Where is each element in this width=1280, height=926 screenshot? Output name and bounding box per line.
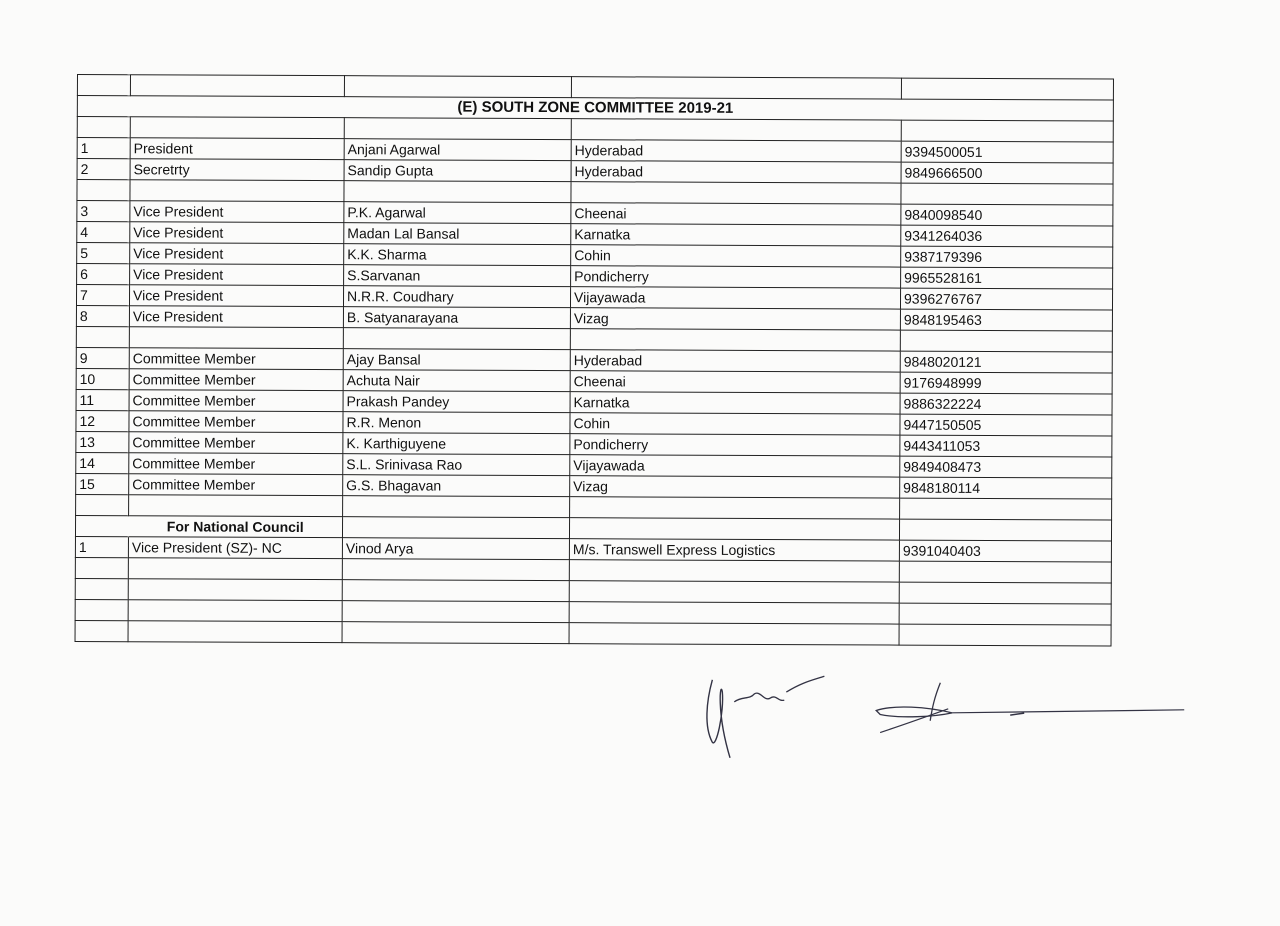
empty-cell (342, 517, 569, 539)
serial-cell: 2 (77, 159, 130, 180)
serial-cell: 7 (76, 285, 129, 306)
empty-cell (343, 496, 570, 518)
post-cell: Committee Member (129, 369, 343, 391)
phone-cell: 9443411053 (900, 435, 1112, 457)
city-cell: Karnatka (570, 392, 900, 414)
city-cell: Hyderabad (571, 161, 901, 183)
committee-sheet (75, 74, 1113, 647)
serial-cell: 10 (76, 368, 129, 389)
post-cell: Committee Member (129, 432, 343, 454)
empty-cell (899, 582, 1111, 604)
post-cell: Committee Member (129, 453, 343, 475)
serial-cell: 12 (76, 410, 129, 431)
empty-cell (75, 515, 128, 536)
empty-cell (343, 328, 570, 350)
city-cell: Vizag (570, 476, 900, 498)
post-cell: Vice President (130, 264, 344, 286)
name-cell: K.K. Sharma (344, 244, 571, 266)
city-cell: Cohin (571, 245, 901, 267)
national-council-heading: For National Council (128, 516, 342, 538)
city-cell: Vijayawada (570, 455, 900, 477)
name-cell: G.S. Bhagavan (343, 475, 570, 497)
empty-cell (342, 622, 569, 644)
city-cell: Hyderabad (571, 140, 901, 162)
empty-cell (570, 497, 900, 519)
phone-cell: 9176948999 (900, 372, 1112, 394)
empty-cell (901, 183, 1113, 205)
empty-cell (569, 581, 899, 603)
empty-cell (130, 180, 344, 202)
empty-cell (342, 559, 569, 581)
post-cell: Vice President (130, 222, 344, 244)
empty-cell (75, 578, 128, 599)
empty-cell (899, 603, 1111, 625)
phone-cell: 9848195463 (900, 309, 1112, 331)
empty-cell (571, 182, 901, 204)
blank-row (75, 620, 1111, 646)
serial-cell: 15 (76, 473, 129, 494)
city-cell: Hyderabad (570, 350, 900, 372)
post-cell: Vice President (129, 306, 343, 328)
name-cell: Prakash Pandey (343, 391, 570, 413)
page-title: (E) SOUTH ZONE COMMITTEE 2019-21 (77, 96, 1113, 122)
post-cell: Vice President (SZ)- NC (128, 537, 342, 559)
name-cell: B. Satyanarayana (343, 307, 570, 329)
post-cell: Secretrty (130, 159, 344, 181)
empty-cell (569, 602, 899, 624)
post-cell: Vice President (130, 243, 344, 265)
name-cell: P.K. Agarwal (344, 202, 571, 224)
phone-cell: 9396276767 (900, 288, 1112, 310)
post-cell: Vice President (129, 285, 343, 307)
empty-cell (899, 561, 1111, 583)
empty-cell (75, 599, 128, 620)
name-cell: Vinod Arya (342, 538, 569, 560)
phone-cell: 9840098540 (901, 204, 1113, 226)
name-cell: S.Sarvanan (344, 265, 571, 287)
empty-cell (900, 498, 1112, 520)
phone-cell: 9391040403 (899, 540, 1111, 562)
empty-cell (128, 621, 342, 643)
name-cell: K. Karthiguyene (343, 433, 570, 455)
signature-mark (694, 672, 1194, 769)
empty-cell (76, 326, 129, 347)
phone-cell: 9965528161 (901, 267, 1113, 289)
post-cell: Committee Member (129, 474, 343, 496)
phone-cell: 9886322224 (900, 393, 1112, 415)
phone-cell: 9447150505 (900, 414, 1112, 436)
empty-cell (77, 180, 130, 201)
empty-cell (899, 519, 1111, 541)
empty-cell (128, 579, 342, 601)
city-cell: M/s. Transwell Express Logistics (569, 539, 899, 561)
city-cell: Cohin (570, 413, 900, 435)
empty-cell (569, 560, 899, 582)
city-cell: Cheenai (571, 203, 901, 225)
city-cell: Vizag (570, 308, 900, 330)
serial-cell: 1 (75, 536, 128, 557)
phone-cell: 9387179396 (901, 246, 1113, 268)
city-cell: Pondicherry (570, 434, 900, 456)
city-cell: Pondicherry (571, 266, 901, 288)
phone-cell: 9394500051 (901, 141, 1113, 163)
empty-cell (75, 620, 128, 641)
empty-cell (344, 181, 571, 203)
phone-cell: 9848180114 (900, 477, 1112, 499)
empty-cell (129, 495, 343, 517)
phone-cell: 9848020121 (900, 351, 1112, 373)
post-cell: President (130, 138, 344, 160)
phone-cell: 9341264036 (901, 225, 1113, 247)
city-cell: Vijayawada (570, 287, 900, 309)
serial-cell: 11 (76, 389, 129, 410)
empty-cell (900, 330, 1112, 352)
post-cell: Vice President (130, 201, 344, 223)
serial-cell: 5 (77, 243, 130, 264)
serial-cell: 3 (77, 201, 130, 222)
empty-cell (569, 518, 899, 540)
phone-cell: 9849408473 (900, 456, 1112, 478)
serial-cell: 14 (76, 452, 129, 473)
post-cell: Committee Member (129, 390, 343, 412)
serial-cell: 1 (77, 138, 130, 159)
serial-cell: 6 (77, 264, 130, 285)
empty-cell (570, 329, 900, 351)
empty-cell (128, 558, 342, 580)
empty-cell (76, 494, 129, 515)
empty-cell (129, 327, 343, 349)
post-cell: Committee Member (129, 348, 343, 370)
serial-cell: 4 (77, 222, 130, 243)
name-cell: R.R. Menon (343, 412, 570, 434)
empty-cell (342, 601, 569, 623)
post-cell: Committee Member (129, 411, 343, 433)
empty-cell (899, 624, 1111, 646)
serial-cell: 8 (76, 305, 129, 326)
city-cell: Cheenai (570, 371, 900, 393)
city-cell: Karnatka (571, 224, 901, 246)
name-cell: Ajay Bansal (343, 349, 570, 371)
empty-cell (128, 600, 342, 622)
committee-table (75, 74, 1114, 647)
name-cell: S.L. Srinivasa Rao (343, 454, 570, 476)
empty-cell (342, 580, 569, 602)
name-cell: Sandip Gupta (344, 160, 571, 182)
name-cell: Madan Lal Bansal (344, 223, 571, 245)
name-cell: Achuta Nair (343, 370, 570, 392)
name-cell: N.R.R. Coudhary (343, 286, 570, 308)
phone-cell: 9849666500 (901, 162, 1113, 184)
serial-cell: 9 (76, 347, 129, 368)
empty-cell (75, 557, 128, 578)
name-cell: Anjani Agarwal (344, 139, 571, 161)
serial-cell: 13 (76, 431, 129, 452)
empty-cell (569, 623, 899, 645)
